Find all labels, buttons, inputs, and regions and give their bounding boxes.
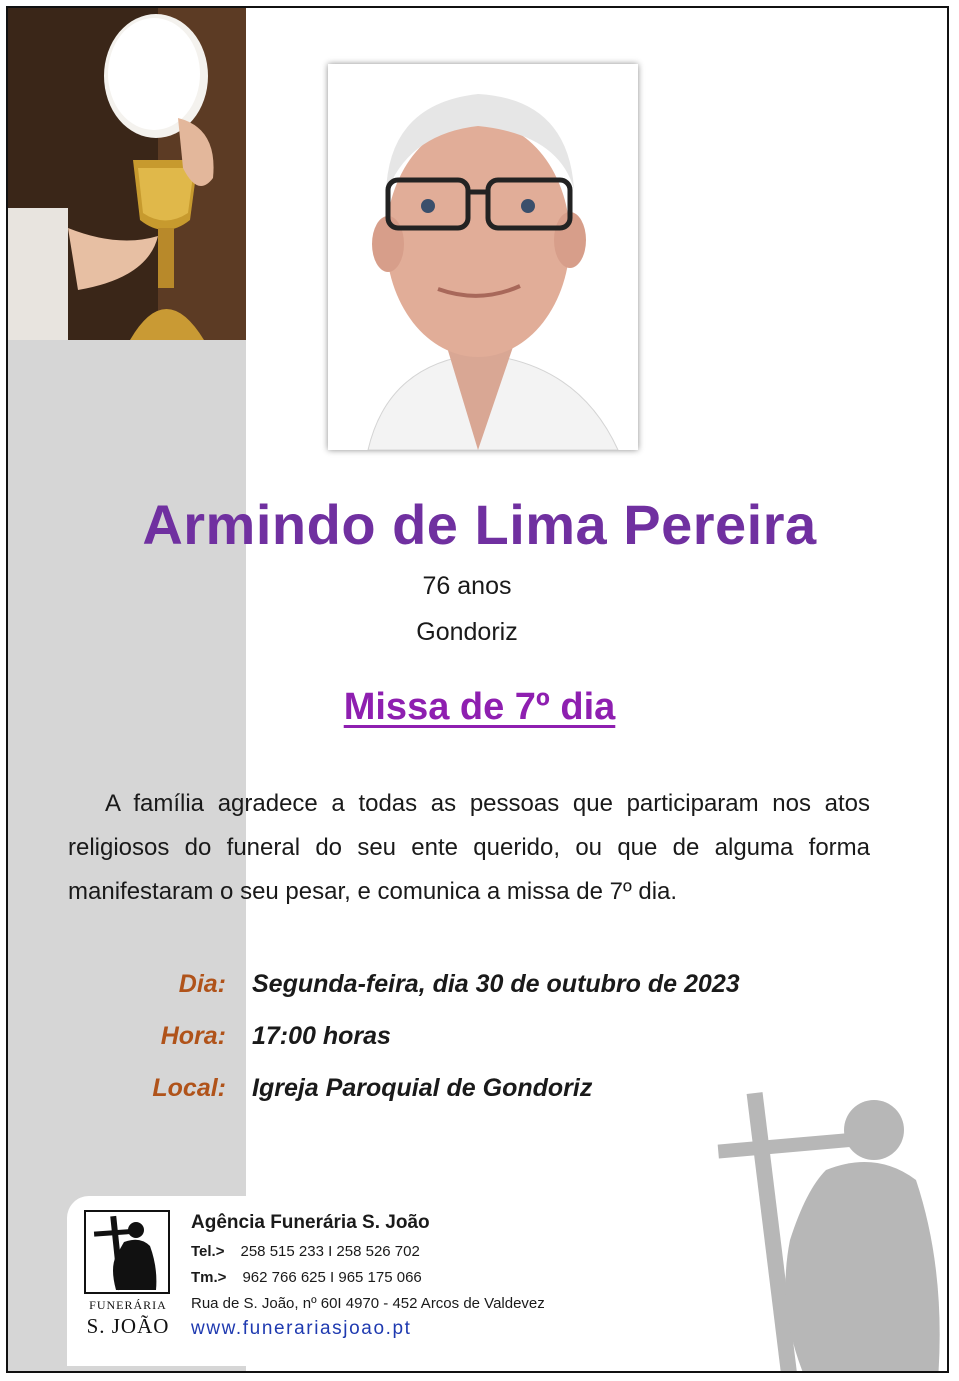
cross-silhouette-icon — [716, 1090, 949, 1373]
chalice-illustration — [8, 8, 246, 340]
deceased-age: 76 anos — [422, 572, 512, 600]
location-row — [0, 1074, 900, 1114]
time-label: Hora: — [160, 1022, 226, 1050]
mobile-numbers[interactable]: 962 766 625 I 965 175 066 — [242, 1269, 422, 1286]
cross-bearer-logo-icon — [86, 1212, 168, 1292]
tel-numbers[interactable]: 258 515 233 I 258 526 702 — [240, 1243, 420, 1260]
tel-label: Tel.> — [191, 1243, 225, 1260]
agency-name: Agência Funerária S. João — [191, 1212, 430, 1233]
communion-chalice-photo — [8, 8, 246, 340]
deceased-place: Gondoriz — [416, 618, 518, 646]
deceased-name: Armindo de Lima Pereira — [142, 493, 817, 556]
agency-address: Rua de S. João, nº 60I 4970 - 452 Arcos de Valdevez — [191, 1295, 545, 1312]
time-row — [0, 1022, 900, 1062]
logo-line2: S. JOÃO — [86, 1314, 170, 1338]
mobile-line — [191, 1269, 422, 1286]
cross-bearer-silhouette — [716, 1090, 949, 1373]
website-link[interactable]: www.funerariasjoao.pt — [191, 1318, 412, 1339]
telephone-line — [191, 1243, 420, 1260]
logo-emblem — [84, 1210, 170, 1294]
location-label: Local: — [152, 1074, 226, 1102]
day-row — [0, 970, 900, 1010]
portrait-photo — [328, 64, 638, 450]
mass-heading: Missa de 7º dia — [343, 686, 616, 728]
day-value: Segunda-feira, dia 30 de outubro de 2023 — [252, 970, 740, 998]
location-value: Igreja Paroquial de Gondoriz — [252, 1074, 593, 1102]
portrait-illustration — [328, 64, 638, 450]
agency-logo — [82, 1208, 178, 1340]
time-value: 17:00 horas — [252, 1022, 391, 1050]
thank-you-message: A família agradece a todas as pessoas que participaram nos atos religiosos do funeral do seu ente querido, ou que de alguma forma manifestaram o seu pesar, e comunica a missa de 7º dia. — [68, 790, 870, 905]
day-label: Dia: — [178, 970, 226, 998]
logo-line1: FUNERÁRIA — [89, 1298, 167, 1312]
mobile-label: Tm.> — [191, 1269, 227, 1286]
